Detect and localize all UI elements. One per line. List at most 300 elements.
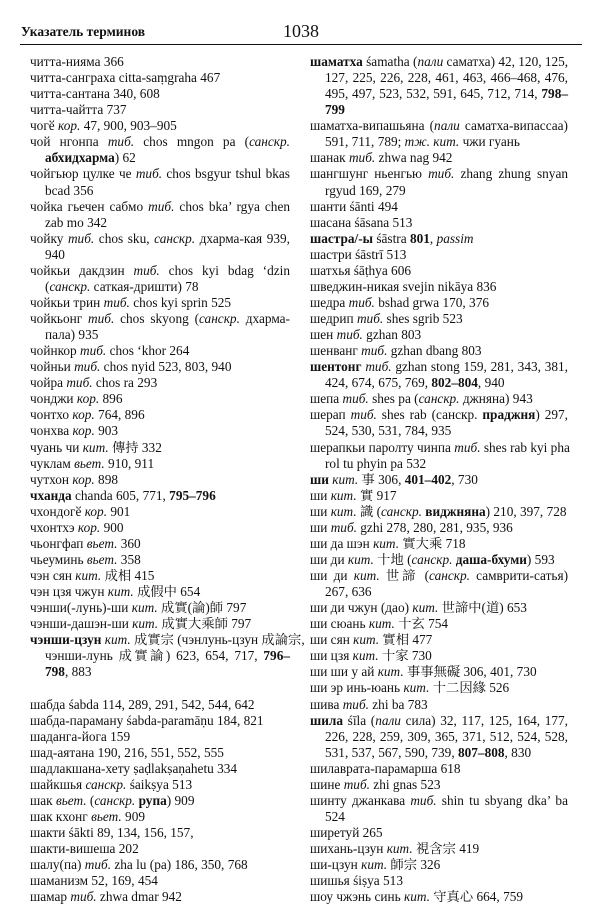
entry-line <box>45 150 290 166</box>
entry-text: ши-цзун <box>310 857 362 873</box>
italic-label: кит. <box>353 568 380 583</box>
entry-text: 成相 415 <box>101 568 155 583</box>
entry-line <box>30 713 290 729</box>
entry-text: gzhi 278, 280, 281, 935, 936 <box>356 519 513 535</box>
entry-line <box>30 616 290 632</box>
entry-line <box>30 857 290 873</box>
bold-emphasis: ши <box>310 471 329 487</box>
entry-text: chos kyi bdag ‘dzin <box>159 262 290 278</box>
italic-label: санскр. <box>411 551 453 567</box>
entry-line <box>30 761 290 777</box>
entry-line <box>45 247 290 263</box>
entry-text: ) 62 <box>114 150 136 166</box>
entry-line <box>310 889 568 905</box>
entry-text: 358 <box>117 551 141 567</box>
entry-text: шихань-цзун <box>310 841 387 857</box>
bold-emphasis: рупа <box>138 792 167 808</box>
italic-label: тиб. <box>348 294 375 310</box>
bold-emphasis: шентонг <box>310 359 362 375</box>
entry-text: шакти śākti 89, 134, 156, 157, <box>30 825 194 840</box>
entry-line <box>310 680 568 696</box>
italic-label: кит. <box>403 680 430 696</box>
entry-line <box>310 215 568 231</box>
running-header-title: Указатель терминов <box>21 24 146 39</box>
entry-text: , <box>429 230 437 246</box>
entry-line <box>310 873 568 889</box>
entry-text: шерапкьи паролту чинпа <box>310 439 455 455</box>
italic-label: тиб. <box>454 439 481 455</box>
index-entry <box>30 166 290 198</box>
italic-label: кит. <box>368 616 395 632</box>
entry-line <box>310 632 568 648</box>
entry-line <box>30 359 290 375</box>
entry-text: shes rab kyi pha <box>480 439 570 455</box>
index-entry <box>30 536 290 552</box>
entry-text: ши <box>310 487 331 503</box>
entry-line <box>310 472 568 488</box>
italic-label: санскр. <box>154 230 196 246</box>
italic-label: тиб. <box>356 311 384 326</box>
italic-label: кит. <box>377 664 404 680</box>
entry-text: чжи гуань <box>459 134 520 150</box>
entry-line <box>310 793 568 809</box>
entry-text: чойкьи дакдзин <box>30 262 134 278</box>
entry-line <box>30 54 290 70</box>
entry-text: шилаврата-парамарша 618 <box>310 760 461 776</box>
entry-text: чэнши(-лунь)-ши <box>30 600 132 616</box>
entry-text: ши эр инь-юань <box>310 680 404 696</box>
entry-text: shin tu sbyang dka’ ba <box>436 792 568 808</box>
entry-line <box>325 456 568 472</box>
entry-text: 896 <box>99 391 123 407</box>
entry-line <box>310 359 568 375</box>
entry-line <box>325 183 568 199</box>
entry-text: ши ди чжун (дао) <box>310 600 413 616</box>
entry-line <box>30 552 290 568</box>
entry-text: 900 <box>100 519 124 535</box>
entry-line <box>310 391 568 407</box>
entry-text: читта-нияма 366 <box>30 54 124 69</box>
entry-line <box>310 199 568 215</box>
entry-text: 901 <box>107 503 131 519</box>
italic-label: кит. <box>412 600 439 616</box>
bold-emphasis: 799 <box>325 102 345 118</box>
entry-line <box>30 697 290 713</box>
italic-label: пали <box>417 54 444 69</box>
index-entry <box>30 359 290 375</box>
index-entry <box>310 825 568 841</box>
bold-emphasis: 802–804 <box>431 375 478 391</box>
entry-text: сила) 32, 117, 125, 164, 177, <box>400 712 568 728</box>
italic-label: кит. <box>82 439 109 455</box>
entry-line <box>310 440 568 456</box>
index-entry <box>310 311 568 327</box>
index-entry <box>310 231 568 247</box>
entry-line <box>310 857 568 873</box>
italic-label: кит. <box>373 535 400 551</box>
entry-text: чэнши-дашэн-ши <box>30 616 133 632</box>
index-entry <box>30 825 290 841</box>
index-entry <box>310 54 568 118</box>
entry-line <box>30 199 290 215</box>
entry-text: чогӗ <box>30 118 59 134</box>
entry-text: 764, 896 <box>94 407 145 423</box>
entry-text: шак <box>30 792 56 808</box>
italic-label: кор. <box>72 407 95 423</box>
entry-text: шанак <box>310 150 349 166</box>
entry-line <box>310 488 568 504</box>
italic-label: кор. <box>72 471 95 487</box>
entry-line <box>310 166 568 182</box>
entry-line <box>30 745 290 761</box>
entry-text: ши цзя <box>310 648 353 664</box>
entry-text: 成實大乘師 797 <box>158 616 252 632</box>
entry-text: 47, 900, 903–905 <box>80 118 177 134</box>
italic-label: санскр. <box>49 278 91 294</box>
entry-line <box>45 648 290 664</box>
entry-line <box>30 793 290 809</box>
index-entry <box>310 118 568 150</box>
index-entry <box>310 761 568 777</box>
entry-text: bshad grwa 170, 376 <box>374 294 489 310</box>
entry-line <box>310 841 568 857</box>
entry-text: shes pa ( <box>368 391 419 407</box>
index-section <box>310 54 568 905</box>
italic-label: вьет. <box>91 808 122 824</box>
index-entry <box>310 263 568 279</box>
italic-label: кор. <box>77 519 101 535</box>
entry-line <box>45 279 290 295</box>
entry-text: chos mngon pa ( <box>134 134 250 150</box>
entry-text: чэнши-лунь 成實論) 623, 654, 717, <box>45 648 264 664</box>
index-entry <box>310 680 568 696</box>
entry-text: chos bsgyur tshul bkas <box>162 166 290 182</box>
index-entry <box>30 231 290 263</box>
entry-text: ши <box>310 503 331 519</box>
index-entry <box>310 841 568 857</box>
index-entry <box>310 568 568 600</box>
italic-label: кит. <box>330 503 357 519</box>
index-entry <box>30 745 290 761</box>
entry-text: , 883 <box>64 664 92 680</box>
entry-text: чойкьи трин <box>30 294 104 310</box>
index-entry <box>30 295 290 311</box>
italic-label: вьет. <box>55 792 87 808</box>
entry-text: 實 917 <box>356 487 397 503</box>
entry-line <box>30 102 290 118</box>
right-index-column <box>310 54 568 905</box>
entry-text: śaikṣya 513 <box>126 776 193 792</box>
entry-line <box>30 311 290 327</box>
index-entry <box>30 134 290 166</box>
page-number: 1038 <box>283 21 319 41</box>
entry-text: чойра <box>30 375 67 391</box>
entry-text: читта-чайтта 737 <box>30 102 127 118</box>
index-entry <box>30 841 290 857</box>
entry-text: шведжин-никая svejin nikāya 836 <box>310 278 497 294</box>
italic-label: тиб. <box>330 519 357 535</box>
entry-text: chos ra 293 <box>92 375 158 391</box>
entry-text: 910, 911 <box>104 455 155 471</box>
entry-text: чойнкор <box>30 343 80 359</box>
italic-label: тж. кит. <box>404 134 460 150</box>
entry-text: ши сюань <box>310 616 369 632</box>
entry-text: 世諦中(道) 653 <box>438 600 527 616</box>
entry-line <box>310 552 568 568</box>
entry-text: rol tu phyin pa 532 <box>325 455 427 471</box>
entry-text: ши да шэн <box>310 535 374 551</box>
index-entry <box>30 729 290 745</box>
index-entry <box>30 713 290 729</box>
bold-emphasis: 801 <box>409 230 430 246</box>
entry-text: шедра <box>310 294 349 310</box>
entry-text: шоу чжэнь синь <box>310 889 404 905</box>
entry-line <box>30 407 290 423</box>
entry-line <box>310 713 568 729</box>
bold-emphasis: чэнши-цзун <box>30 632 102 648</box>
entry-text: чхонтхэ <box>30 519 78 535</box>
entry-text: 世諦 ( <box>379 568 430 583</box>
entry-text: чэн цзя чжун <box>30 584 108 600</box>
entry-line <box>310 407 568 423</box>
entry-text: ширетуй 265 <box>310 825 383 840</box>
entry-text: 226, 228, 259, 309, 365, 371, 512, 524, 528, <box>325 728 568 744</box>
entry-line <box>325 729 568 745</box>
entry-line <box>310 600 568 616</box>
index-entry <box>310 664 568 680</box>
entry-text: шанти śānti 494 <box>310 198 398 214</box>
index-entry <box>310 713 568 761</box>
entry-text: gzhan stong 159, 281, 343, 381, <box>391 359 569 375</box>
index-entry <box>310 199 568 215</box>
index-entry <box>30 873 290 889</box>
entry-line <box>310 279 568 295</box>
entry-line <box>310 231 568 247</box>
italic-label: санскр. <box>381 503 422 519</box>
entry-text: ши ди <box>310 551 348 567</box>
index-entry <box>310 472 568 488</box>
entry-line <box>325 745 568 761</box>
entry-line <box>30 295 290 311</box>
bold-emphasis: шила <box>310 712 343 728</box>
entry-text: ши ди <box>310 568 354 583</box>
entry-text: шенванг <box>310 343 362 359</box>
entry-text: zhi ba 783 <box>368 696 428 712</box>
index-entry <box>310 295 568 311</box>
entry-line <box>310 520 568 536</box>
entry-text: chanda 605, 771, <box>71 487 170 503</box>
bold-emphasis: шастра/-ы <box>310 230 374 246</box>
entry-text: zhwa dmar 942 <box>96 889 182 905</box>
italic-label: санскр. <box>418 391 460 407</box>
italic-label: тиб. <box>107 134 135 150</box>
entry-text: шаматха-випашьяна ( <box>310 118 435 134</box>
entry-text: чьеуминь <box>30 551 87 567</box>
index-entry <box>310 279 568 295</box>
entry-text: ) 593 <box>526 551 555 567</box>
italic-label: passim <box>436 230 474 246</box>
entry-text: 十地 ( <box>373 551 412 567</box>
entry-line <box>310 327 568 343</box>
entry-line <box>310 664 568 680</box>
entry-line <box>30 632 305 648</box>
entry-text: , 830 <box>504 744 532 760</box>
index-entry <box>30 118 290 134</box>
italic-label: кит. <box>107 584 134 600</box>
entry-line <box>30 456 290 472</box>
index-entry <box>310 150 568 166</box>
entry-text: шива <box>310 696 343 712</box>
entry-line <box>30 231 290 247</box>
entry-text: шангшунг ньенгью <box>310 166 429 182</box>
index-entry <box>310 616 568 632</box>
italic-label: тиб. <box>79 343 107 359</box>
entry-text: ) 909 <box>166 792 195 808</box>
entry-line <box>30 488 290 504</box>
entry-text: саматха) 42, 120, 125, <box>443 54 569 69</box>
index-entry <box>30 552 290 568</box>
italic-label: тиб. <box>350 407 377 423</box>
index-entry <box>310 166 568 198</box>
entry-line <box>310 504 568 520</box>
italic-label: кор. <box>84 503 108 519</box>
index-entry <box>30 375 290 391</box>
bold-emphasis: 796– <box>263 648 290 664</box>
entry-text: шен <box>310 327 337 343</box>
entry-text: шайкшья <box>30 776 86 792</box>
bold-emphasis: 807–808 <box>457 744 505 760</box>
entry-text: пала) 935 <box>45 327 99 343</box>
entry-line <box>325 809 568 825</box>
italic-label: санскр. <box>199 311 240 326</box>
header-rule <box>20 44 582 45</box>
entry-text: чойку <box>30 230 68 246</box>
index-entry <box>30 407 290 423</box>
entry-line <box>310 536 568 552</box>
index-entry <box>30 857 290 873</box>
entry-text: чонхва <box>30 423 73 439</box>
italic-label: кор. <box>72 423 95 439</box>
index-entry <box>310 327 568 343</box>
entry-line <box>30 825 290 841</box>
index-entry <box>30 584 290 600</box>
index-entry <box>30 70 290 86</box>
entry-text: zha lu (pa) 186, 350, 768 <box>111 857 248 873</box>
entry-line <box>310 648 568 664</box>
index-entry <box>310 600 568 616</box>
entry-text: 十家 730 <box>378 648 432 664</box>
entry-line <box>310 54 568 70</box>
index-entry <box>310 343 568 359</box>
italic-label: кит. <box>347 551 374 567</box>
entry-text: читта-санграха citta-saṃgraha 467 <box>30 70 221 86</box>
bold-emphasis: виджняна <box>425 503 486 519</box>
entry-text: 實大乘 718 <box>399 535 466 551</box>
index-entry <box>310 488 568 504</box>
entry-text: 524, 530, 531, 784, 935 <box>325 423 452 439</box>
entry-text: 909 <box>121 808 145 824</box>
entry-text: chos ‘khor 264 <box>106 343 190 359</box>
entry-line <box>30 472 290 488</box>
italic-label: тиб. <box>84 857 112 873</box>
entry-text: shes sgrib 523 <box>383 311 463 326</box>
entry-line <box>325 134 568 150</box>
entry-line <box>30 568 290 584</box>
italic-label: санскр. <box>85 776 127 792</box>
index-entry <box>310 440 568 472</box>
bold-emphasis: праджня <box>482 407 536 423</box>
entry-text: 495, 497, 523, 532, 591, 645, 712, 714, <box>325 86 542 102</box>
entry-text: chos skyong ( <box>114 311 199 326</box>
index-entry <box>30 423 290 439</box>
italic-label: пали <box>375 712 401 728</box>
entry-line <box>30 536 290 552</box>
italic-label: кит. <box>352 648 379 664</box>
entry-line <box>30 889 290 905</box>
italic-label: тиб. <box>74 359 101 375</box>
index-entry <box>310 632 568 648</box>
index-entry <box>30 889 290 905</box>
entry-text: ) 210, 397, 728 <box>485 503 567 519</box>
entry-line <box>30 600 290 616</box>
italic-label: кор. <box>76 391 100 407</box>
entry-text: шепа <box>310 391 343 407</box>
bold-emphasis: шаматха <box>310 54 363 69</box>
italic-label: тиб. <box>148 198 175 214</box>
entry-line <box>310 761 568 777</box>
entry-text: 524 <box>325 808 345 824</box>
entry-line <box>310 118 568 134</box>
italic-label: кит. <box>104 632 131 648</box>
entry-line <box>310 150 568 166</box>
entry-text: 守真心 664, 759 <box>429 889 524 905</box>
italic-label: вьет. <box>74 455 105 471</box>
entry-line <box>30 166 290 182</box>
entry-line <box>310 825 568 841</box>
entry-text: chos nyid 523, 803, 940 <box>100 359 232 375</box>
entry-text: чуклам <box>30 455 75 471</box>
entry-line <box>45 215 290 231</box>
entry-line <box>30 873 290 889</box>
entry-text: 903 <box>94 423 119 439</box>
entry-text: шак кхонг <box>30 808 92 824</box>
index-entry <box>30 440 290 456</box>
italic-label: санскр. <box>94 792 136 808</box>
italic-label: тиб. <box>428 166 455 182</box>
italic-label: тиб. <box>361 343 388 359</box>
italic-label: санскр. <box>429 568 470 583</box>
entry-line <box>30 423 290 439</box>
index-entry <box>30 568 290 584</box>
entry-text: 267, 636 <box>325 584 372 600</box>
entry-text: шабда śabda 114, 289, 291, 542, 544, 642 <box>30 696 255 712</box>
italic-label: кит. <box>386 841 413 857</box>
entry-line <box>30 70 290 86</box>
italic-label: тиб. <box>336 327 363 343</box>
entry-text: śamatha ( <box>362 54 418 69</box>
index-entry <box>30 504 290 520</box>
entry-text: 事事無礙 306, 401, 730 <box>403 664 537 680</box>
entry-text: 424, 674, 675, 769, <box>325 375 432 391</box>
entry-text: шадлакшана-хету ṣaḍlakṣaṇahetu 334 <box>30 760 238 776</box>
entry-line <box>310 568 568 584</box>
index-entry <box>30 777 290 793</box>
index-entry <box>30 391 290 407</box>
entry-text: 實相 477 <box>379 632 433 648</box>
italic-label: тиб. <box>135 166 163 182</box>
entry-line <box>325 70 568 86</box>
italic-label: вьет. <box>86 551 118 567</box>
